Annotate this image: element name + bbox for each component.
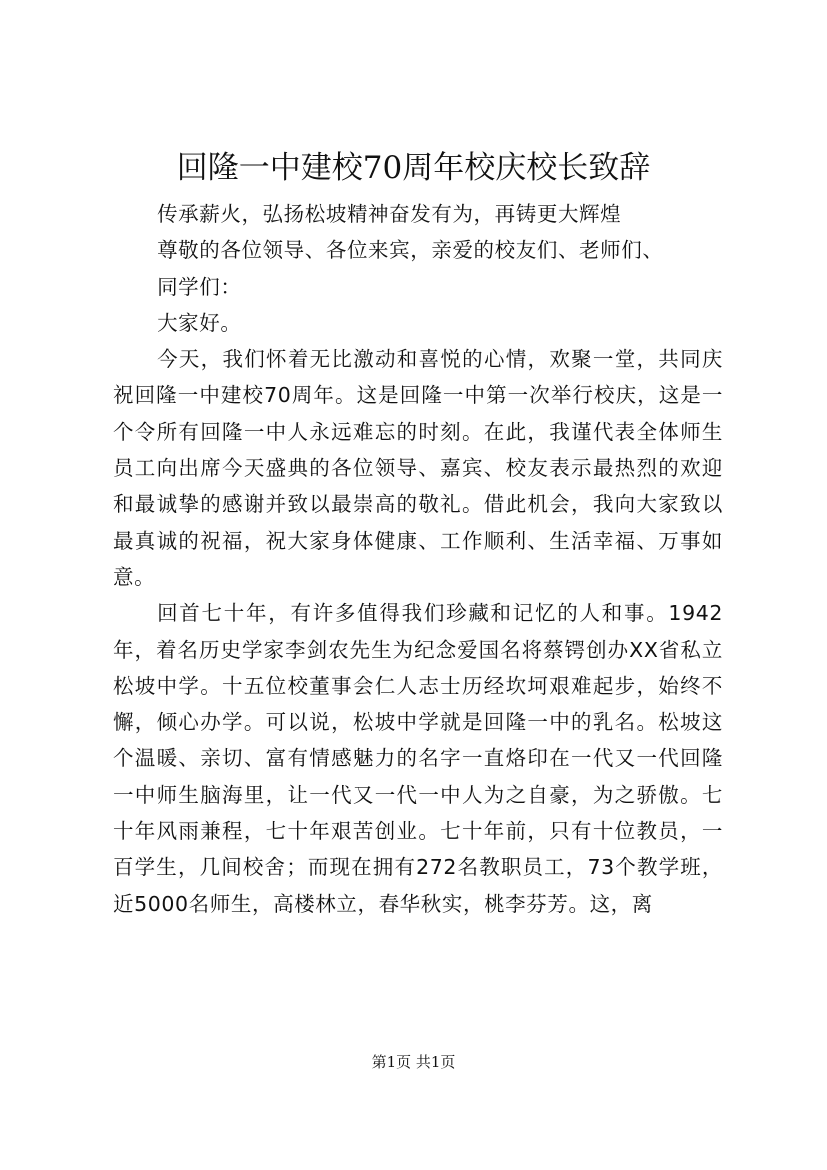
document-body	[113, 196, 723, 922]
document-title: 回隆一中建校70周年校庆校长致辞	[176, 150, 651, 186]
paragraph-body: 回首七十年，有许多值得我们珍藏和记忆的人和事。1942年，着名历史学家李剑农先生为纪念爱国名将蔡锷创办XX省私立松坡中学。十五位校董事会仁人志士历经坎坷艰难起步，始终不懈，倾心办学。可以说，松坡中学就是回隆一中的乳名。松坡这个温暖、亲切、富有情感魅力的名字一直烙印在一代又一代回隆一中师生脑海里，让一代又一代一中人为之自豪，为之骄傲。七十年风雨兼程，七十年艰苦创业。七十年前，只有十位教员，一百学生，几间校舍；而现在拥有272名教职员工，73个教学班，近5000名师生，高楼林立，春华秋实，桃李芬芳。这，离	[113, 601, 723, 916]
paragraph-subtitle: 传承薪火，弘扬松坡精神奋发有为，再铸更大辉煌	[157, 202, 622, 226]
paragraph-greeting: 大家好。	[157, 310, 242, 335]
paragraph-salutation-cont: 同学们：	[157, 274, 242, 299]
paragraph-body: 今天，我们怀着无比激动和喜悦的心情，欢聚一堂，共同庆祝回隆一中建校70周年。这是回隆一中第一次举行校庆，这是一个令所有回隆一中人永远难忘的时刻。在此，我谨代表全体师生员工向出席今天盛典的各位领导、嘉宾、校友表示最热烈的欢迎和最诚挚的感谢并致以最崇高的敬礼。借此机会，我向大家致以最真诚的祝福，祝大家身体健康、工作顺利、生活幸福、万事如意。	[113, 347, 723, 589]
page-footer: 第1页 共1页	[371, 1053, 456, 1071]
paragraph-salutation: 尊敬的各位领导、各位来宾，亲爱的校友们、老师们、	[157, 238, 664, 263]
